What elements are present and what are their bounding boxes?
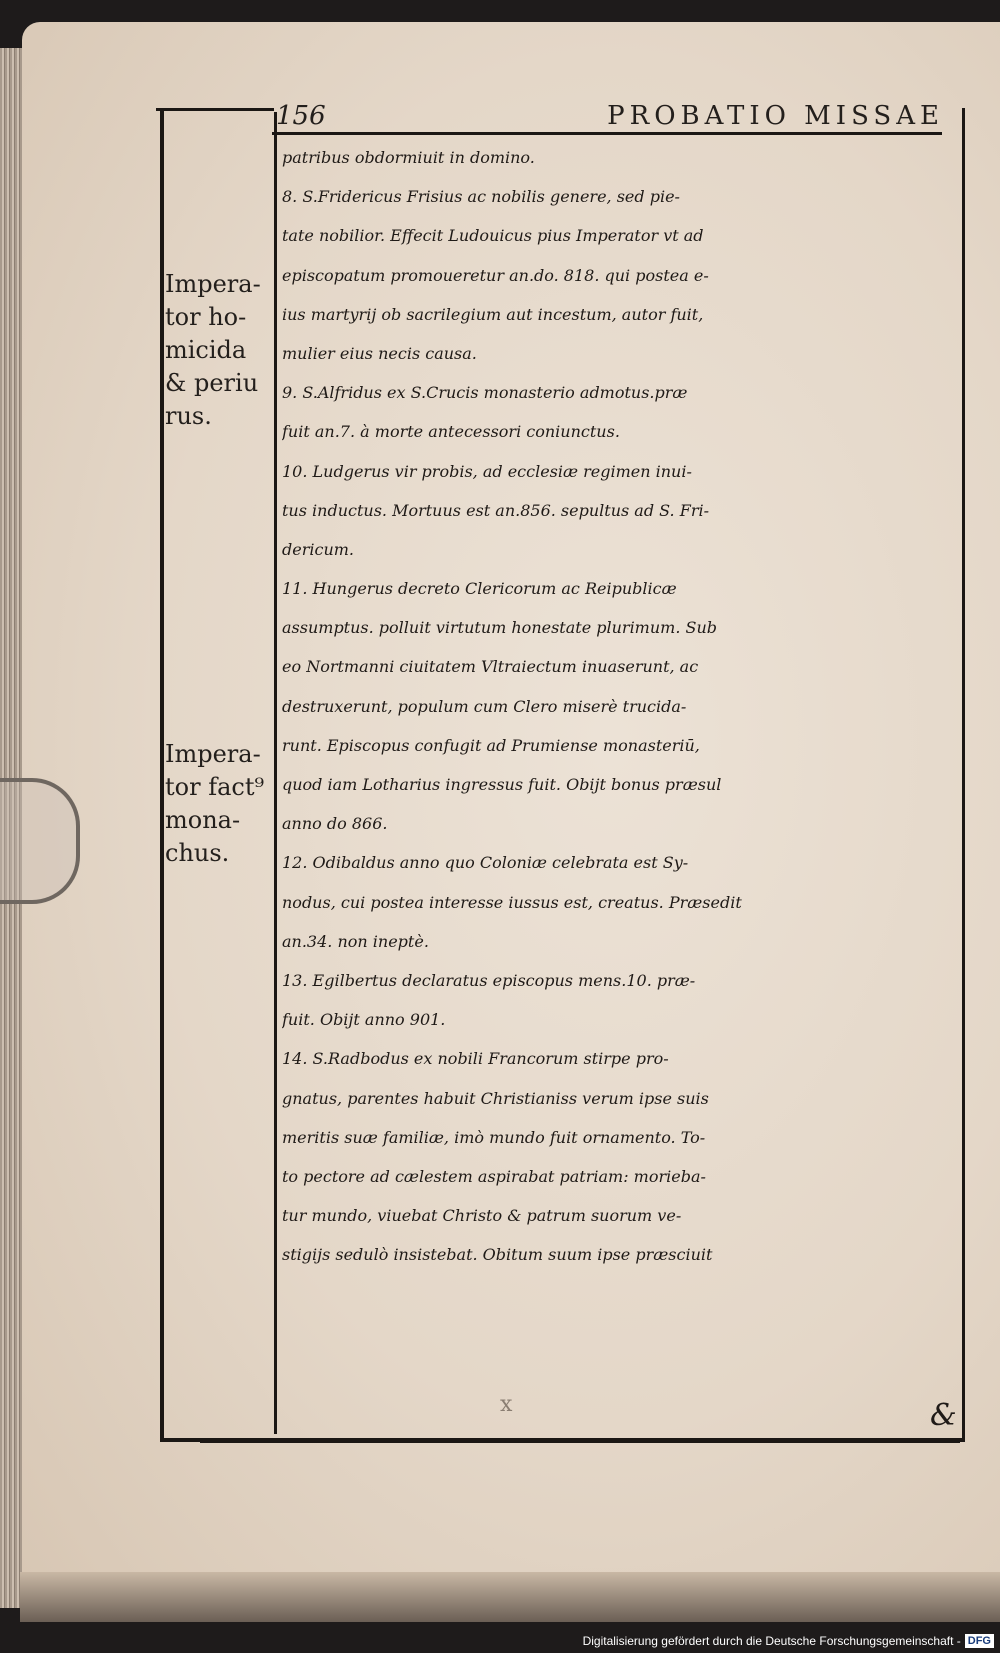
text-line: anno do 866.: [282, 814, 388, 834]
text-line: patribus obdormiuit in domino.: [282, 148, 535, 167]
text-line: ius martyrij ob sacrilegium aut incestum, autor fuit,: [282, 304, 704, 324]
body-text: [282, 138, 950, 1426]
text-line: assumptus. polluit virtutum honestate plurimum. Sub: [282, 618, 718, 638]
text-line: an.34. non ineptè.: [282, 931, 429, 951]
text-line: meritis suæ familiæ, imò mundo fuit ornamento. To-: [282, 1127, 706, 1147]
text-line: stigijs sedulò insistebat. Obitum suum ipse præsciuit: [282, 1245, 713, 1265]
text-line: destruxerunt, populum cum Clero miserè trucida-: [282, 696, 687, 716]
text-line: to pectore ad cælestem aspirabat patriam: morieba-: [282, 1166, 706, 1186]
text-line: quod iam Lotharius ingressus fuit. Obijt bonus præsul: [282, 775, 722, 794]
margin-note-text: Impera- tor fact⁹ mona- chus.: [165, 740, 265, 867]
credit-text: Digitalisierung gefördert durch die Deutsche Forschungsgemeinschaft -: [582, 1634, 961, 1648]
text-line: tus inductus. Mortuus est an.856. sepultus ad S. Fri-: [282, 500, 709, 520]
catchword: &: [930, 1398, 957, 1433]
frame-top-rule: [156, 108, 274, 111]
margin-note-text: Impera- tor ho- micida & periu rus.: [165, 270, 261, 430]
running-head: PROBATIO MISSAE: [607, 101, 944, 131]
margin-note: [165, 738, 273, 870]
text-line: 12. Odibaldus anno quo Coloniæ celebrata est Sy-: [282, 853, 689, 873]
dfg-logo: DFG: [965, 1634, 994, 1648]
text-line: mulier eius necis causa.: [282, 343, 477, 363]
text-line: episcopatum promoueretur an.do. 818. qui postea e-: [282, 265, 709, 285]
margin-note: [165, 268, 273, 433]
signature-mark: x: [500, 1392, 513, 1417]
page-header: [272, 89, 952, 131]
margin-divider: [274, 112, 277, 1434]
text-line: eo Nortmanni ciuitatem Vltraiectum inuaserunt, ac: [282, 657, 699, 677]
page-bottom-edge: [20, 1572, 1000, 1622]
text-line: 9. S.Alfridus ex S.Crucis monasterio admotus.præ: [282, 383, 688, 403]
text-line: 11. Hungerus decreto Clericorum ac Reipublicæ: [282, 579, 677, 599]
page-number: 156: [276, 101, 326, 131]
text-line: nodus, cui postea interesse iussus est, creatus. Præsedit: [282, 892, 742, 912]
text-line: runt. Episcopus confugit ad Prumiense monasteriū,: [282, 735, 700, 755]
text-line: 14. S.Radbodus ex nobili Francorum stirpe pro-: [282, 1049, 669, 1069]
text-line: tur mundo, viuebat Christo & patrum suorum ve-: [282, 1206, 682, 1226]
text-line: gnatus, parentes habuit Christianiss verum ipse suis: [282, 1088, 709, 1108]
digitization-credit: [583, 1631, 994, 1651]
text-line: 10. Ludgerus vir probis, ad ecclesiæ regimen inui-: [282, 461, 692, 481]
footer-rule: [200, 1440, 960, 1443]
text-line: fuit an.7. à morte antecessori coniunctus.: [282, 422, 620, 442]
frame-header-rule: [272, 132, 942, 135]
text-line: 13. Egilbertus declaratus episcopus mens.10. præ-: [282, 970, 696, 990]
text-line: fuit. Obijt anno 901.: [282, 1010, 446, 1030]
text-line: tate nobilior. Effecit Ludouicus pius Imperator vt ad: [282, 226, 704, 246]
text-line: 8. S.Fridericus Frisius ac nobilis genere, sed pie-: [282, 187, 680, 207]
text-line: dericum.: [282, 539, 354, 559]
page-clip: [0, 778, 80, 904]
